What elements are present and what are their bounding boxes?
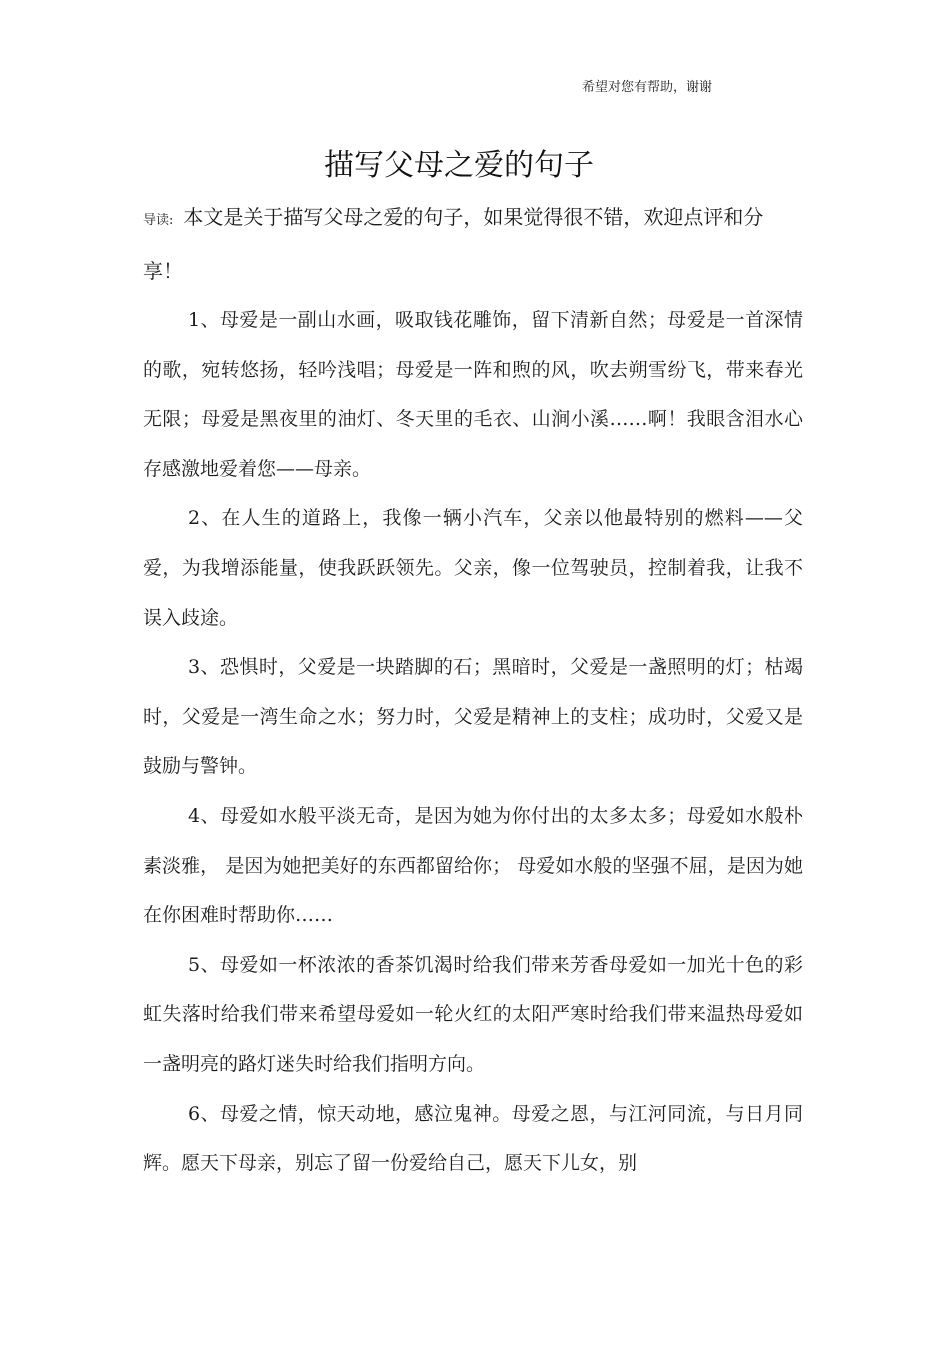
page-title: 描写父母之爱的句子: [324, 148, 594, 183]
paragraph-4: 4、母爱如水般平淡无奇，是因为她为你付出的太多太多；母爱如水般朴素淡雅， 是因为她把美好的东西都留给你； 母爱如水般的坚强不屈，是因为她在你困难时帮助你……: [143, 804, 803, 927]
intro-text: 本文是关于描写父母之爱的句子，如果觉得很不错，欢迎点评和分享！: [143, 205, 764, 283]
paragraph-3: 3、恐惧时，父爱是一块踏脚的石；黑暗时，父爱是一盏照明的灯；枯竭时，父爱是一湾生命之水；努力时，父爱是精神上的支柱；成功时，父爱又是鼓励与警钟。: [143, 656, 803, 778]
intro-label: 导读:: [143, 213, 174, 228]
paragraph-5: 5、母爱如一杯浓浓的香茶饥渴时给我们带来芳香母爱如一加光十色的彩虹失落时给我们带来希望母爱如一轮火红的太阳严寒时给我们带来温热母爱如一盏明亮的路灯迷失时给我们指明方向。: [143, 953, 803, 1075]
paragraph-list: [143, 296, 803, 1189]
paragraph-6: 6、母爱之情，惊天动地，感泣鬼神。母爱之恩，与江河同流，与日月同辉。愿天下母亲，别忘了留一份爱给自己，愿天下儿女，别: [143, 1102, 803, 1175]
intro-block: [143, 192, 793, 296]
paragraph-1: 1、母爱是一副山水画，吸取钱花雕饰，留下清新自然；母爱是一首深情的歌，宛转悠扬，轻吟浅唱；母爱是一阵和煦的风，吹去朔雪纷飞，带来春光无限；母爱是黑夜里的油灯、冬天里的毛衣、山涧小溪……啊！我眼含泪水心存感激地爱着您——母亲。: [143, 309, 803, 480]
header-note: 希望对您有帮助，谢谢: [581, 80, 712, 95]
paragraph-2: 2、在人生的道路上，我像一辆小汽车，父亲以他最特别的燃料——父爱，为我增添能量，使我跃跃领先。父亲，像一位驾驶员，控制着我，让我不误入歧途。: [143, 507, 803, 629]
